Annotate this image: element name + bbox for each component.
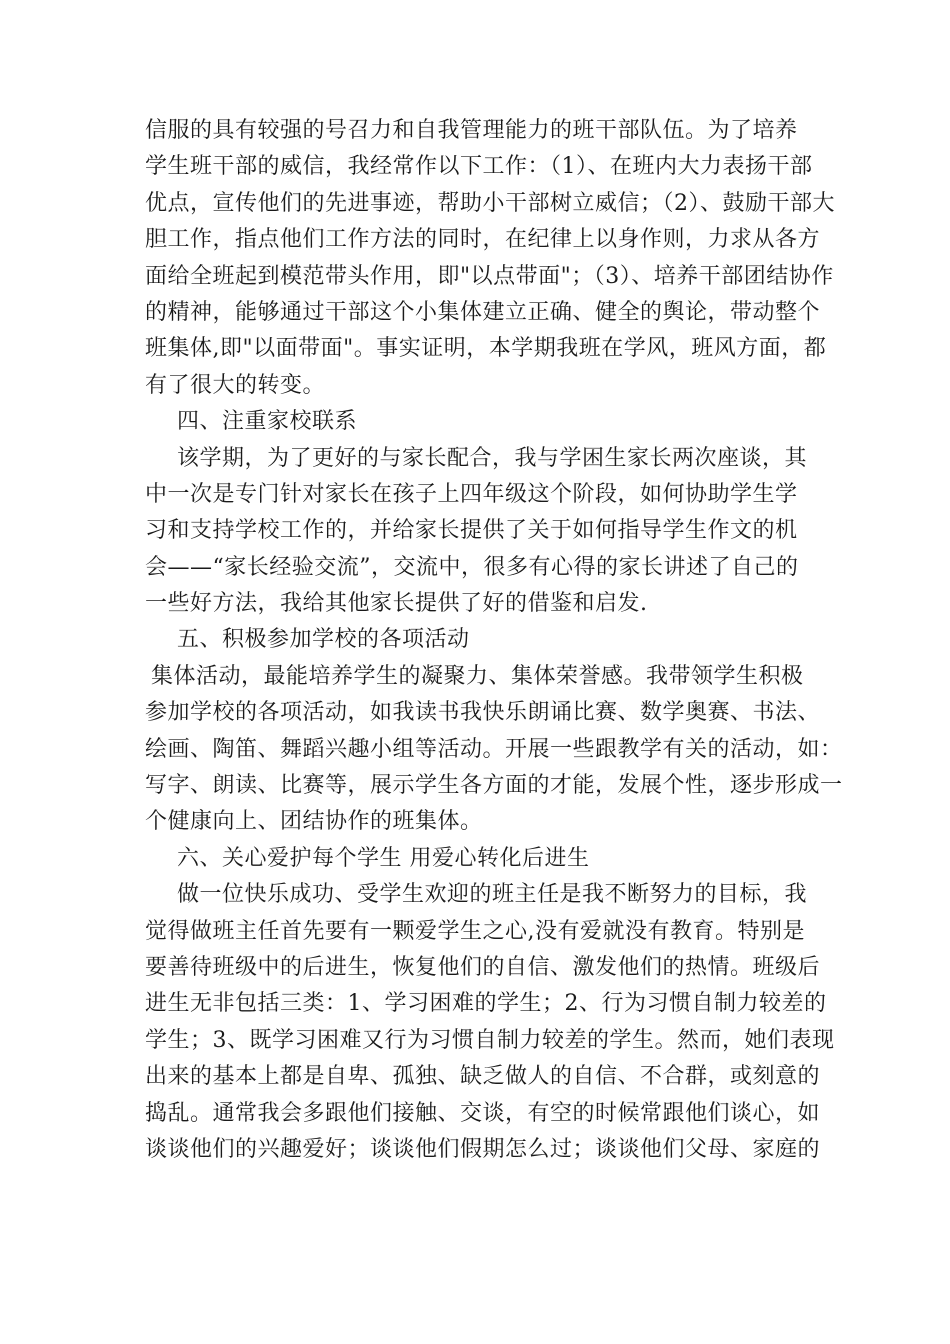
paragraph-line: 做一位快乐成功、受学生欢迎的班主任是我不断努力的目标，我 bbox=[177, 882, 808, 908]
paragraph-line: 参加学校的各项活动，如我读书我快乐朗诵比赛、数学奥赛、书法、 bbox=[145, 700, 821, 726]
paragraph-line: 会——“家长经验交流”，交流中，很多有心得的家长讲述了自己的 bbox=[145, 554, 799, 580]
paragraph-line: 进生无非包括三类：1、学习困难的学生；2、行为习惯自制力较差的 bbox=[145, 991, 827, 1017]
paragraph-line: 班集体,即"以面带面"。事实证明，本学期我班在学风，班风方面，都 bbox=[145, 336, 827, 362]
paragraph-line: 面给全班起到模范带头作用，即"以点带面"；（3）、培养干部团结协作 bbox=[145, 263, 834, 289]
paragraph-line: 中一次是专门针对家长在孩子上四年级这个阶段，如何协助学生学 bbox=[145, 481, 798, 507]
paragraph-line: 绘画、陶笛、舞蹈兴趣小组等活动。开展一些跟教学有关的活动，如： bbox=[145, 736, 843, 762]
paragraph-line: 学生班干部的威信，我经常作以下工作：（1）、在班内大力表扬干部 bbox=[145, 154, 813, 180]
paragraph-line: 的精神，能够通过干部这个小集体建立正确、健全的舆论，带动整个 bbox=[145, 299, 821, 325]
paragraph-line: 信服的具有较强的号召力和自我管理能力的班干部队伍。为了培养 bbox=[145, 118, 798, 143]
paragraph-line: 学生；3、既学习困难又行为习惯自制力较差的学生。然而，她们表现 bbox=[145, 1027, 835, 1053]
paragraph-line: 谈谈他们的兴趣爱好；谈谈他们假期怎么过；谈谈他们父母、家庭的 bbox=[145, 1136, 821, 1162]
paragraph-line: 一些好方法，我给其他家长提供了好的借鉴和启发. bbox=[145, 591, 648, 617]
paragraph-line: 优点，宣传他们的先进事迹，帮助小干部树立威信；（2）、鼓励干部大 bbox=[145, 190, 835, 216]
section-heading: 六、关心爱护每个学生 用爱心转化后进生 bbox=[177, 845, 590, 871]
paragraph-line: 该学期，为了更好的与家长配合，我与学困生家长两次座谈，其 bbox=[177, 445, 808, 471]
paragraph-line: 集体活动，最能培养学生的凝聚力、集体荣誉感。我带领学生积极 bbox=[151, 663, 804, 689]
section-heading: 四、注重家校联系 bbox=[177, 409, 358, 435]
paragraph-line: 捣乱。通常我会多跟他们接触、交谈，有空的时候常跟他们谈心，如 bbox=[145, 1100, 821, 1126]
section-heading: 五、积极参加学校的各项活动 bbox=[177, 627, 470, 653]
paragraph-line: 要善待班级中的后进生，恢复他们的自信、激发他们的热情。班级后 bbox=[145, 954, 821, 980]
paragraph-line: 习和支持学校工作的，并给家长提供了关于如何指导学生作文的机 bbox=[145, 518, 798, 544]
paragraph-line: 个健康向上、团结协作的班集体。 bbox=[145, 809, 483, 835]
paragraph-line: 觉得做班主任首先要有一颗爱学生之心,没有爱就没有教育。特别是 bbox=[145, 918, 805, 944]
paragraph-line: 写字、朗读、比赛等，展示学生各方面的才能，发展个性，逐步形成一 bbox=[145, 773, 843, 799]
paragraph-line: 有了很大的转变。 bbox=[145, 372, 326, 398]
document-body bbox=[145, 113, 843, 1168]
paragraph-line: 胆工作，指点他们工作方法的同时，在纪律上以身作则，力求从各方 bbox=[145, 227, 821, 253]
paragraph-line: 出来的基本上都是自卑、孤独、缺乏做人的自信、不合群，或刻意的 bbox=[145, 1064, 821, 1090]
